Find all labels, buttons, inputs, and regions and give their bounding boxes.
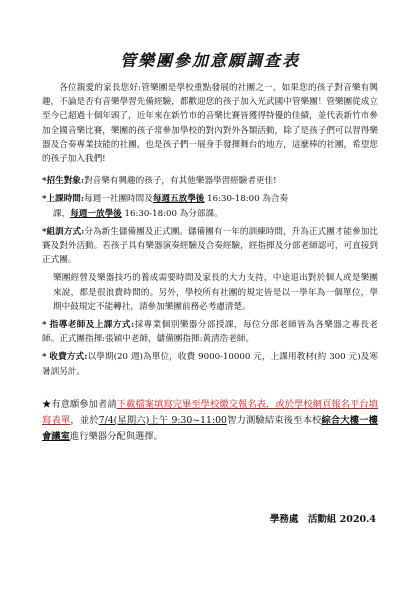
section-group-extra: 樂團經營及樂器技巧的養成需要時間及家長的大力支持，中途退出對於個人或是樂團來說，都是很浪費時間的。另外，學校所有社團的規定皆是以一學年為一個單位，學期中鼓規定不能轉社，請參加樂團前務必考慮清楚。	[53, 273, 378, 312]
bullet-star: *	[42, 320, 47, 331]
section-head: 招生對象:	[46, 176, 85, 187]
bullet-star: *	[42, 352, 47, 363]
intro-paragraph: 各位親愛的家長您好:管樂團是學校重點發展的社團之一，如果您的孩子對音樂有興趣，不論是否有音樂學習先備經驗，都歡迎您的孩子加入光武國中管樂團！管樂團從成立至今已超過十個年頭了，近年來在新竹市的音樂比賽皆獲得特優的佳績，並代表新竹市參加全國音樂比賽，樂團的孩子常參加學校的對內對外各類活動，除了是孩子們可以習得樂器及合奏專業技能的社團，也是孩子們一展身手發揮舞台的地方，這麼棒的社團，希望您的孩子加入我們!	[42, 83, 378, 165]
bullet-star: *	[42, 226, 47, 237]
page-title: 管樂團參加意願調查表	[119, 51, 300, 70]
notice-text: 智力測驗結束後至本校	[226, 414, 322, 426]
section-target	[42, 174, 378, 188]
section-body: 16:30-18:00 為合奏	[207, 194, 289, 205]
section-indent	[42, 207, 378, 221]
section-body: 採專業個別樂器分部授課，每位分部老師皆為各樂器之專長老師。正式團指揮:張穎中老師，儲備團指揮:黃清浩老師。	[42, 320, 378, 345]
notice-text: 有意願參加者請	[51, 398, 117, 410]
notice-date: 7/4(星期六)上午 9:30~11:00	[98, 414, 227, 426]
section-body: 以學期(20 週)為單位，收費 9000-10000 元，上課用教材(約 300 元)及寒暑訓另計。	[42, 352, 378, 377]
section-head: 收費方式:	[49, 352, 88, 363]
notice-location: 綜合大樓一樓會議室	[42, 414, 378, 442]
section-time	[42, 192, 378, 220]
star-icon: ★	[42, 398, 52, 410]
bullet-star: *	[42, 194, 47, 205]
section-fee	[42, 350, 378, 378]
section-body: 課，	[53, 208, 71, 219]
notice-paragraph	[42, 397, 378, 445]
signature: 學務處 活動組 2020.4	[269, 514, 376, 525]
section-body: 16:30-18:00 為分部課。	[124, 208, 223, 219]
section-teacher	[42, 318, 378, 346]
section-head: 指導老師及上課方式:	[49, 320, 135, 331]
underlined-text: 每週一放學後	[70, 208, 122, 219]
notice-text: ，並於	[70, 414, 99, 426]
section-head: 組訓方式:	[46, 226, 85, 237]
notice-text: 進行樂器分配與選擇。	[69, 430, 163, 442]
section-head: 上課時間:	[46, 194, 85, 205]
section-body: 對音樂有興趣的孩子，有其他樂器學習經驗者更佳!	[84, 176, 277, 187]
bullet-star: *	[42, 176, 47, 187]
section-body: 分為新生儲備團及正式團。儲備團有一年的訓練時間，升為正式團才能參加比賽及對外活動。若孩子具有樂器演奏經驗及合奏經驗，經指揮及分部老師認可，可直接到正式團。	[42, 226, 378, 266]
section-group	[42, 225, 378, 268]
underlined-text: 每週五放學後	[152, 194, 205, 205]
section-body: 每週一社團時間及	[84, 194, 153, 205]
notice-red-text: 下載檔案填寫完畢至學校繳交報名表，或於學校網頁報名平台填寫表單	[42, 398, 378, 426]
